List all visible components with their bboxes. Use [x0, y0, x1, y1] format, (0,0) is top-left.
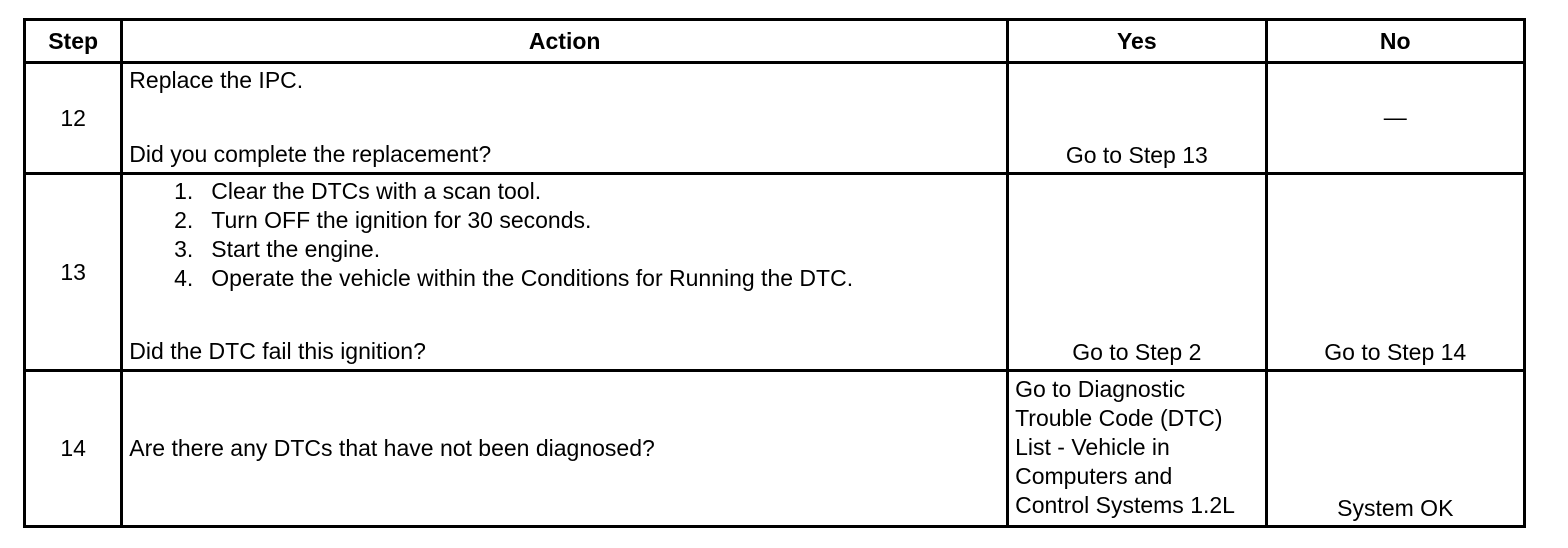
no-result: — [1266, 63, 1524, 174]
list-item [129, 235, 853, 264]
yes-line: Control Systems 1.2L [1015, 492, 1235, 518]
list-number: 3. [174, 236, 194, 262]
action-question: Are there any DTCs that have not been diagnosed? [122, 371, 1008, 527]
list-text: Operate the vehicle within the Conditions for Running the DTC. [211, 265, 854, 291]
list-item [129, 264, 853, 293]
header-no: No [1266, 20, 1524, 63]
step-number: 12 [25, 63, 122, 174]
table-row [25, 371, 1525, 527]
list-number: 1. [174, 178, 194, 204]
list-number: 4. [174, 265, 194, 291]
list-number: 2. [174, 207, 194, 233]
yes-result [1008, 371, 1266, 527]
action-cell [122, 174, 1008, 371]
yes-line: Computers and [1015, 463, 1173, 489]
list-text: Clear the DTCs with a scan tool. [211, 178, 542, 204]
action-question: Did the DTC fail this ignition? [129, 338, 426, 364]
list-item [129, 206, 853, 235]
yes-line: Go to Diagnostic [1015, 376, 1186, 402]
step-number: 14 [25, 371, 122, 527]
header-row [25, 20, 1525, 63]
yes-result: Go to Step 13 [1008, 63, 1266, 174]
table-row [25, 63, 1525, 174]
list-item [129, 177, 853, 206]
diagnostic-table [23, 18, 1526, 528]
list-text: Start the engine. [211, 236, 381, 262]
yes-line: List - Vehicle in [1015, 434, 1170, 460]
action-steps-list [129, 177, 853, 293]
no-result: System OK [1266, 371, 1524, 527]
action-cell [122, 63, 1008, 174]
yes-result: Go to Step 2 [1008, 174, 1266, 371]
table-row [25, 174, 1525, 371]
no-result: Go to Step 14 [1266, 174, 1524, 371]
yes-line: Trouble Code (DTC) [1015, 405, 1223, 431]
header-action: Action [122, 20, 1008, 63]
list-text: Turn OFF the ignition for 30 seconds. [211, 207, 592, 233]
action-question: Did you complete the replacement? [129, 141, 492, 167]
header-yes: Yes [1008, 20, 1266, 63]
header-step: Step [25, 20, 122, 63]
step-number: 13 [25, 174, 122, 371]
action-instruction: Replace the IPC. [129, 67, 304, 93]
